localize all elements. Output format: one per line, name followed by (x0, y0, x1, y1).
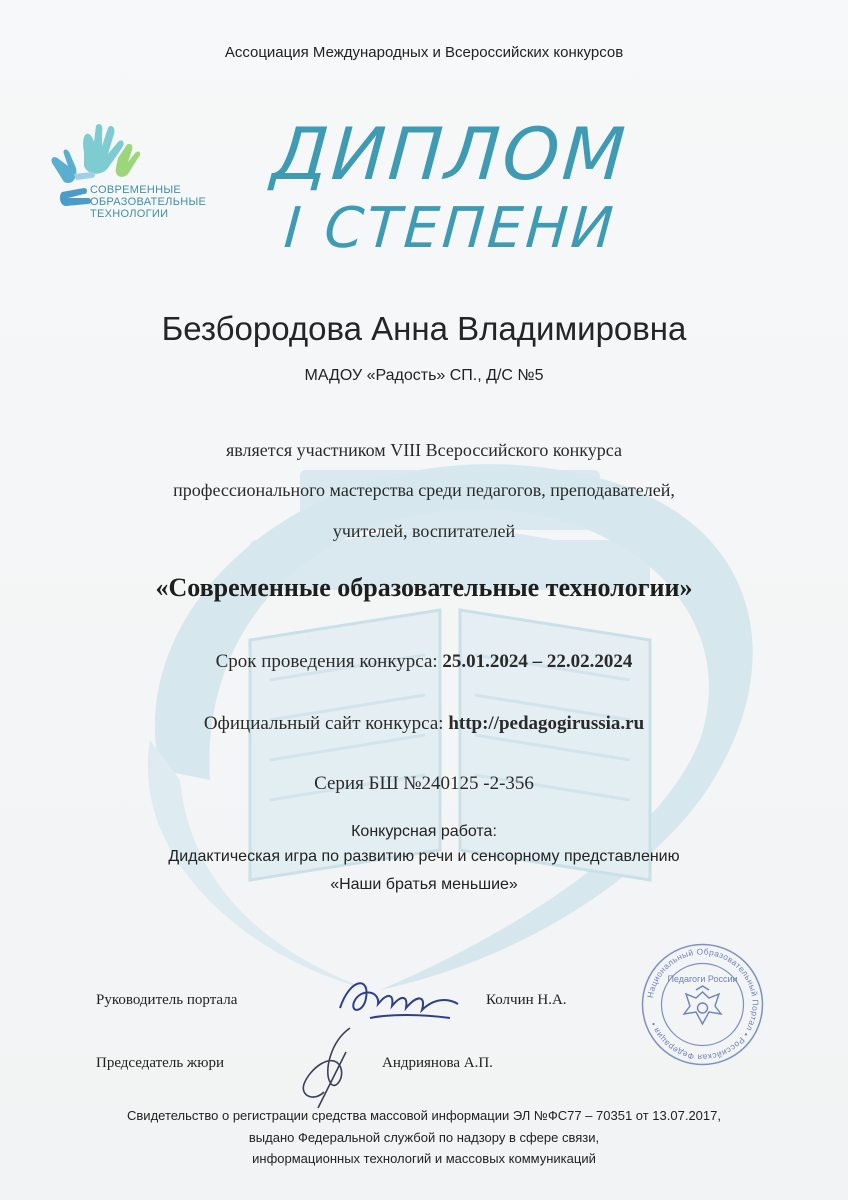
eagle-emblem-icon (684, 986, 721, 1024)
stamp-outer-text: Национальный Образовательный Портал • Российская Федерация • (644, 946, 761, 1063)
period-label: Срок проведения конкурса: (215, 651, 438, 672)
logo-line-3: ТЕХНОЛОГИИ (90, 208, 169, 220)
website-link[interactable]: http://pedagogirussia.ru (448, 713, 645, 734)
work-label: Конкурсная работа: (351, 823, 497, 840)
head-signature (330, 968, 470, 1028)
contest-period (0, 651, 848, 673)
stamp-inner-text: Педагоги России (667, 974, 738, 984)
work-title-line-2: «Наши братья меньшие» (330, 876, 518, 893)
work-title-line-1: Дидактическая игра по развитию речи и сенсорному представлению (168, 848, 680, 865)
official-stamp (640, 942, 765, 1067)
association-header: Ассоциация Международных и Всероссийских конкурсов (224, 44, 624, 61)
jury-name: Андриянова А.П. (382, 1055, 493, 1071)
jury-role: Председатель жюри (96, 1055, 225, 1071)
diploma-title: ДИПЛОМ (269, 112, 631, 196)
footer-line-3: информационных технологий и массовых коммуникаций (252, 1151, 596, 1166)
contest-website (0, 713, 848, 735)
logo-line-1: СОВРЕМЕННЫЕ (90, 184, 182, 196)
diploma-degree: I СТЕПЕНИ (281, 196, 619, 261)
head-role: Руководитель портала (96, 992, 238, 1008)
series-number: Серия БШ №240125 -2-356 (314, 773, 534, 794)
logo-line-2: ОБРАЗОВАТЕЛЬНЫЕ (90, 196, 207, 208)
head-name: Колчин Н.А. (486, 992, 567, 1008)
logo-text (90, 184, 206, 220)
description-line-2: профессионального мастерства среди педагогов, преподавателей, (173, 480, 675, 500)
description-line-3: учителей, воспитателей (332, 521, 516, 541)
recipient-organization: МАДОУ «Радость» СП., Д/С №5 (304, 367, 544, 384)
organization-logo (44, 122, 254, 232)
description-line-1: является участником VIII Всероссийского конкурса (226, 440, 622, 460)
footer-line-1: Свидетельство о регистрации средства массовой информации ЭЛ №ФС77 – 70351 от 13.07.2017, (127, 1108, 721, 1123)
contest-name: «Современные образовательные технологии» (155, 573, 693, 602)
footer-line-2: выдано Федеральной службой по надзору в сфере связи, (248, 1130, 600, 1145)
jury-signature (290, 1022, 370, 1112)
recipient-name: Безбородова Анна Владимировна (161, 310, 687, 347)
period-value: 25.01.2024 – 22.02.2024 (442, 651, 633, 672)
website-label: Официальный сайт конкурса: (203, 713, 444, 734)
